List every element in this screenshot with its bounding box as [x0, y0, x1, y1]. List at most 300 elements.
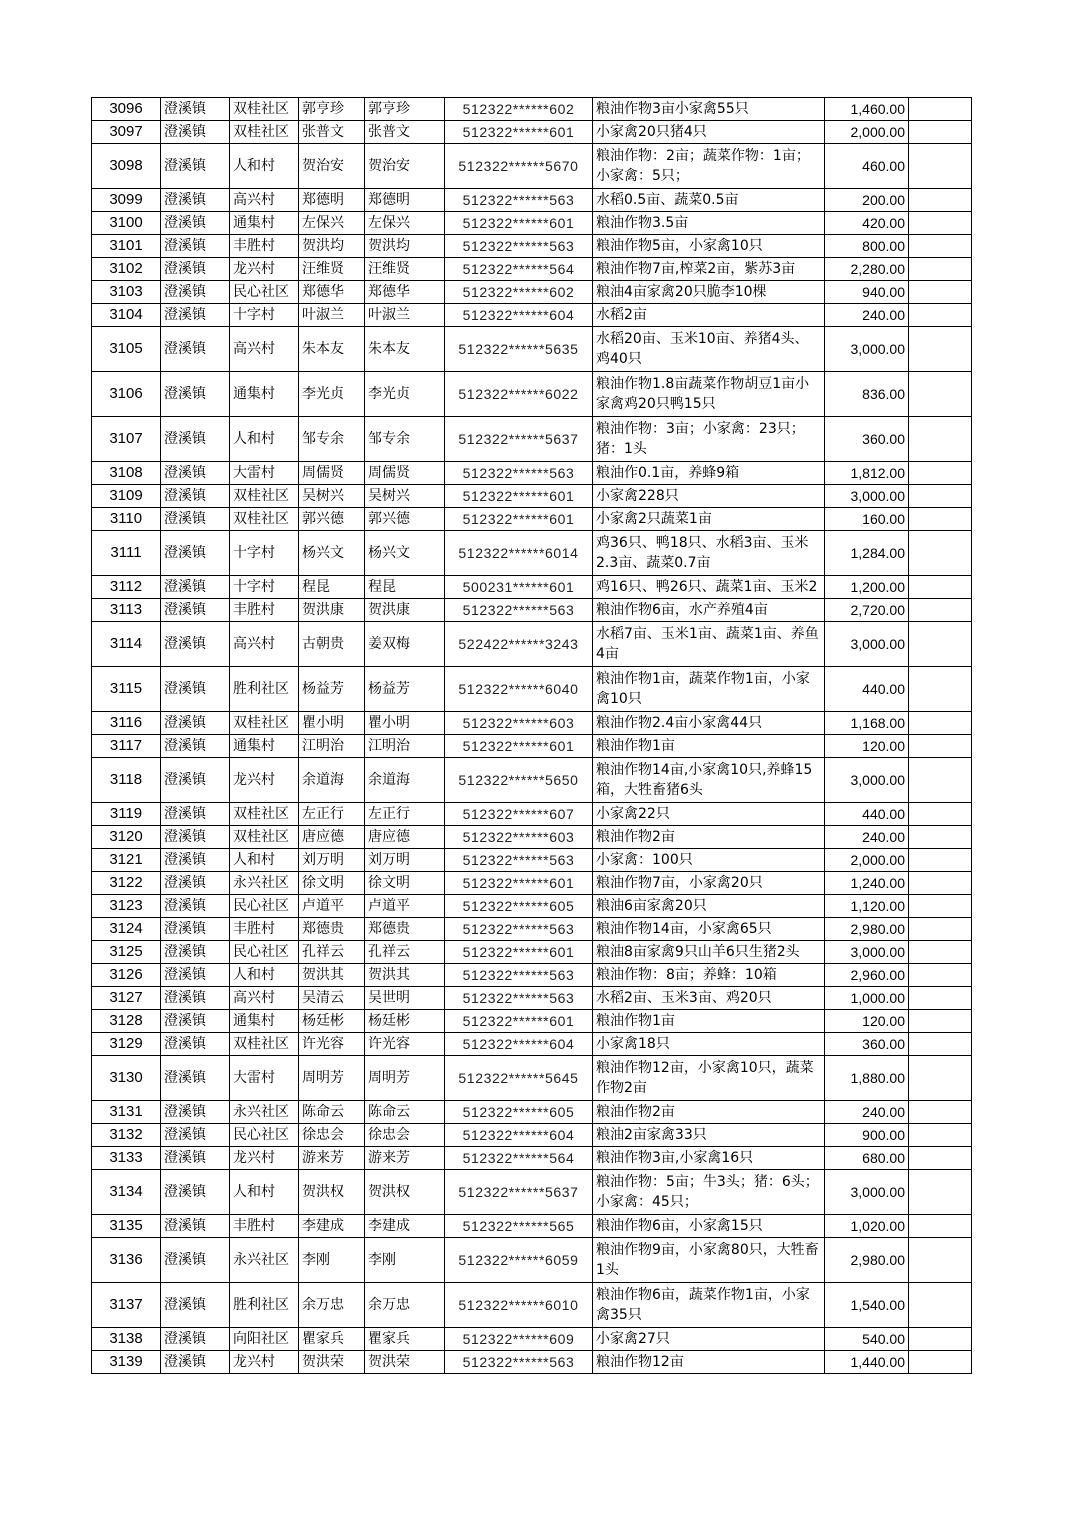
village-cell: 双桂社区: [230, 508, 299, 531]
row-number: 3138: [92, 1328, 161, 1351]
table-row: [92, 758, 972, 803]
town-cell: 澄溪镇: [161, 1170, 230, 1215]
town-cell: 澄溪镇: [161, 1283, 230, 1328]
town-cell: 澄溪镇: [161, 417, 230, 462]
town-cell: 澄溪镇: [161, 599, 230, 622]
id-number-cell: 512322******5645: [445, 1056, 593, 1101]
blank-cell: [909, 144, 972, 189]
description-cell: 小家禽228只: [593, 485, 825, 508]
payee-name-cell: 张普文: [365, 121, 445, 144]
household-name-cell: 瞿家兵: [299, 1328, 365, 1351]
town-cell: 澄溪镇: [161, 1010, 230, 1033]
amount-cell: 680.00: [825, 1147, 909, 1170]
blank-cell: [909, 1101, 972, 1124]
town-cell: 澄溪镇: [161, 987, 230, 1010]
blank-cell: [909, 121, 972, 144]
amount-cell: 3,000.00: [825, 941, 909, 964]
town-cell: 澄溪镇: [161, 144, 230, 189]
payee-name-cell: 刘万明: [365, 849, 445, 872]
description-cell: 粮油8亩家禽9只山羊6只生猪2头: [593, 941, 825, 964]
row-number: 3113: [92, 599, 161, 622]
payee-name-cell: 江明治: [365, 735, 445, 758]
town-cell: 澄溪镇: [161, 1215, 230, 1238]
blank-cell: [909, 872, 972, 895]
table-row: [92, 826, 972, 849]
table-body: [92, 98, 972, 1374]
description-cell: 小家禽：100只: [593, 849, 825, 872]
table-row: [92, 372, 972, 417]
village-cell: 高兴村: [230, 189, 299, 212]
payee-name-cell: 孔祥云: [365, 941, 445, 964]
payee-name-cell: 左保兴: [365, 212, 445, 235]
row-number: 3135: [92, 1215, 161, 1238]
payee-name-cell: 李光贞: [365, 372, 445, 417]
table-row: [92, 735, 972, 758]
blank-cell: [909, 508, 972, 531]
table-row: [92, 1170, 972, 1215]
village-cell: 高兴村: [230, 622, 299, 667]
row-number: 3136: [92, 1238, 161, 1283]
village-cell: 通集村: [230, 372, 299, 417]
blank-cell: [909, 212, 972, 235]
id-number-cell: 512322******565: [445, 1215, 593, 1238]
description-cell: 水稻0.5亩、蔬菜0.5亩: [593, 189, 825, 212]
blank-cell: [909, 189, 972, 212]
table-row: [92, 712, 972, 735]
household-name-cell: 杨兴文: [299, 531, 365, 576]
town-cell: 澄溪镇: [161, 121, 230, 144]
table-row: [92, 144, 972, 189]
id-number-cell: 512322******6010: [445, 1283, 593, 1328]
household-name-cell: 朱本友: [299, 327, 365, 372]
household-name-cell: 贺治安: [299, 144, 365, 189]
household-name-cell: 贺洪荣: [299, 1351, 365, 1374]
id-number-cell: 512322******601: [445, 121, 593, 144]
table-row: [92, 98, 972, 121]
town-cell: 澄溪镇: [161, 485, 230, 508]
village-cell: 永兴社区: [230, 1101, 299, 1124]
row-number: 3116: [92, 712, 161, 735]
town-cell: 澄溪镇: [161, 281, 230, 304]
town-cell: 澄溪镇: [161, 1147, 230, 1170]
description-cell: 粮油作物：2亩；蔬菜作物：1亩；小家禽：5只；: [593, 144, 825, 189]
amount-cell: 240.00: [825, 304, 909, 327]
amount-cell: 200.00: [825, 189, 909, 212]
household-name-cell: 杨益芳: [299, 667, 365, 712]
description-cell: 粮油作物2亩: [593, 1101, 825, 1124]
row-number: 3099: [92, 189, 161, 212]
town-cell: 澄溪镇: [161, 235, 230, 258]
description-cell: 粮油作物1亩: [593, 735, 825, 758]
table-row: [92, 1238, 972, 1283]
description-cell: 粮油2亩家禽33只: [593, 1124, 825, 1147]
amount-cell: 360.00: [825, 1033, 909, 1056]
description-cell: 粮油作物1亩: [593, 1010, 825, 1033]
payee-name-cell: 贺治安: [365, 144, 445, 189]
description-cell: 小家禽22只: [593, 803, 825, 826]
household-name-cell: 郑德贵: [299, 918, 365, 941]
payee-name-cell: 卢道平: [365, 895, 445, 918]
amount-cell: 940.00: [825, 281, 909, 304]
village-cell: 高兴村: [230, 987, 299, 1010]
household-name-cell: 李建成: [299, 1215, 365, 1238]
table-row: [92, 849, 972, 872]
blank-cell: [909, 372, 972, 417]
table-row: [92, 1215, 972, 1238]
row-number: 3121: [92, 849, 161, 872]
table-row: [92, 667, 972, 712]
village-cell: 双桂社区: [230, 485, 299, 508]
row-number: 3125: [92, 941, 161, 964]
blank-cell: [909, 327, 972, 372]
row-number: 3107: [92, 417, 161, 462]
row-number: 3115: [92, 667, 161, 712]
village-cell: 十字村: [230, 576, 299, 599]
row-number: 3105: [92, 327, 161, 372]
description-cell: 粮油作物12亩: [593, 1351, 825, 1374]
village-cell: 丰胜村: [230, 918, 299, 941]
town-cell: 澄溪镇: [161, 735, 230, 758]
blank-cell: [909, 1351, 972, 1374]
payee-name-cell: 吴树兴: [365, 485, 445, 508]
description-cell: 粮油作物14亩,小家禽10只,养蜂15箱，大牲畜猪6头: [593, 758, 825, 803]
description-cell: 粮油作物6亩，水产养殖4亩: [593, 599, 825, 622]
amount-cell: 460.00: [825, 144, 909, 189]
town-cell: 澄溪镇: [161, 1238, 230, 1283]
village-cell: 向阳社区: [230, 1328, 299, 1351]
id-number-cell: 512322******601: [445, 735, 593, 758]
payee-name-cell: 陈命云: [365, 1101, 445, 1124]
household-name-cell: 卢道平: [299, 895, 365, 918]
amount-cell: 1,540.00: [825, 1283, 909, 1328]
household-name-cell: 程昆: [299, 576, 365, 599]
payee-name-cell: 左正行: [365, 803, 445, 826]
village-cell: 胜利社区: [230, 667, 299, 712]
table-row: [92, 622, 972, 667]
town-cell: 澄溪镇: [161, 576, 230, 599]
id-number-cell: 512322******605: [445, 895, 593, 918]
table-row: [92, 212, 972, 235]
payee-name-cell: 许光容: [365, 1033, 445, 1056]
description-cell: 粮油作物9亩，小家禽80只，大牲畜1头: [593, 1238, 825, 1283]
household-name-cell: 贺洪康: [299, 599, 365, 622]
row-number: 3128: [92, 1010, 161, 1033]
row-number: 3124: [92, 918, 161, 941]
village-cell: 人和村: [230, 417, 299, 462]
row-number: 3110: [92, 508, 161, 531]
id-number-cell: 512322******602: [445, 281, 593, 304]
table-row: [92, 1328, 972, 1351]
village-cell: 双桂社区: [230, 826, 299, 849]
town-cell: 澄溪镇: [161, 895, 230, 918]
town-cell: 澄溪镇: [161, 189, 230, 212]
id-number-cell: 512322******601: [445, 1010, 593, 1033]
payee-name-cell: 郑德贵: [365, 918, 445, 941]
description-cell: 粮油作物1.8亩蔬菜作物胡豆1亩小家禽鸡20只鸭15只: [593, 372, 825, 417]
row-number: 3127: [92, 987, 161, 1010]
id-number-cell: 500231******601: [445, 576, 593, 599]
payee-name-cell: 贺洪权: [365, 1170, 445, 1215]
description-cell: 小家禽20只猪4只: [593, 121, 825, 144]
household-name-cell: 古朝贵: [299, 622, 365, 667]
description-cell: 粮油作物6亩，小家禽15只: [593, 1215, 825, 1238]
amount-cell: 1,440.00: [825, 1351, 909, 1374]
amount-cell: 1,240.00: [825, 872, 909, 895]
payee-name-cell: 徐忠会: [365, 1124, 445, 1147]
blank-cell: [909, 964, 972, 987]
village-cell: 人和村: [230, 849, 299, 872]
blank-cell: [909, 1010, 972, 1033]
id-number-cell: 512322******5650: [445, 758, 593, 803]
town-cell: 澄溪镇: [161, 1351, 230, 1374]
blank-cell: [909, 1033, 972, 1056]
id-number-cell: 512322******5637: [445, 417, 593, 462]
village-cell: 通集村: [230, 735, 299, 758]
town-cell: 澄溪镇: [161, 1056, 230, 1101]
table-row: [92, 121, 972, 144]
amount-cell: 360.00: [825, 417, 909, 462]
payee-name-cell: 唐应德: [365, 826, 445, 849]
amount-cell: 3,000.00: [825, 622, 909, 667]
row-number: 3119: [92, 803, 161, 826]
id-number-cell: 512322******601: [445, 872, 593, 895]
household-name-cell: 游来芳: [299, 1147, 365, 1170]
payee-name-cell: 郭兴德: [365, 508, 445, 531]
payee-name-cell: 姜双梅: [365, 622, 445, 667]
row-number: 3129: [92, 1033, 161, 1056]
amount-cell: 836.00: [825, 372, 909, 417]
blank-cell: [909, 826, 972, 849]
id-number-cell: 512322******605: [445, 1101, 593, 1124]
payee-name-cell: 周明芳: [365, 1056, 445, 1101]
payee-name-cell: 杨益芳: [365, 667, 445, 712]
table-row: [92, 462, 972, 485]
village-cell: 民心社区: [230, 1124, 299, 1147]
village-cell: 永兴社区: [230, 1238, 299, 1283]
amount-cell: 2,000.00: [825, 121, 909, 144]
description-cell: 粮油作物：5亩；牛3头；猪：6头；小家禽：45只；: [593, 1170, 825, 1215]
description-cell: 粮油作物12亩，小家禽10只，蔬菜作物2亩: [593, 1056, 825, 1101]
town-cell: 澄溪镇: [161, 1033, 230, 1056]
id-number-cell: 512322******563: [445, 462, 593, 485]
town-cell: 澄溪镇: [161, 964, 230, 987]
payee-name-cell: 余万忠: [365, 1283, 445, 1328]
id-number-cell: 512322******601: [445, 941, 593, 964]
table-row: [92, 895, 972, 918]
amount-cell: 1,460.00: [825, 98, 909, 121]
blank-cell: [909, 1170, 972, 1215]
payee-name-cell: 贺洪均: [365, 235, 445, 258]
id-number-cell: 512322******563: [445, 918, 593, 941]
town-cell: 澄溪镇: [161, 622, 230, 667]
village-cell: 双桂社区: [230, 121, 299, 144]
town-cell: 澄溪镇: [161, 1124, 230, 1147]
amount-cell: 3,000.00: [825, 758, 909, 803]
town-cell: 澄溪镇: [161, 758, 230, 803]
description-cell: 粮油作物2.4亩小家禽44只: [593, 712, 825, 735]
blank-cell: [909, 235, 972, 258]
town-cell: 澄溪镇: [161, 508, 230, 531]
table-row: [92, 599, 972, 622]
blank-cell: [909, 941, 972, 964]
payee-name-cell: 杨廷彬: [365, 1010, 445, 1033]
amount-cell: 240.00: [825, 1101, 909, 1124]
payee-name-cell: 贺洪荣: [365, 1351, 445, 1374]
id-number-cell: 512322******604: [445, 304, 593, 327]
village-cell: 人和村: [230, 1170, 299, 1215]
amount-cell: 2,280.00: [825, 258, 909, 281]
village-cell: 丰胜村: [230, 235, 299, 258]
row-number: 3101: [92, 235, 161, 258]
row-number: 3123: [92, 895, 161, 918]
description-cell: 水稻20亩、玉米10亩、养猪4头、鸡40只: [593, 327, 825, 372]
village-cell: 胜利社区: [230, 1283, 299, 1328]
amount-cell: 1,284.00: [825, 531, 909, 576]
amount-cell: 120.00: [825, 1010, 909, 1033]
village-cell: 大雷村: [230, 462, 299, 485]
household-name-cell: 叶淑兰: [299, 304, 365, 327]
blank-cell: [909, 1238, 972, 1283]
village-cell: 通集村: [230, 1010, 299, 1033]
village-cell: 十字村: [230, 531, 299, 576]
town-cell: 澄溪镇: [161, 304, 230, 327]
description-cell: 小家禽27只: [593, 1328, 825, 1351]
household-name-cell: 杨廷彬: [299, 1010, 365, 1033]
town-cell: 澄溪镇: [161, 849, 230, 872]
payee-name-cell: 郑德华: [365, 281, 445, 304]
row-number: 3109: [92, 485, 161, 508]
payee-name-cell: 汪维贤: [365, 258, 445, 281]
town-cell: 澄溪镇: [161, 98, 230, 121]
table-row: [92, 1033, 972, 1056]
blank-cell: [909, 622, 972, 667]
household-name-cell: 江明治: [299, 735, 365, 758]
description-cell: 鸡16只、鸭26只、蔬菜1亩、玉米2: [593, 576, 825, 599]
household-name-cell: 吴清云: [299, 987, 365, 1010]
household-name-cell: 邹专余: [299, 417, 365, 462]
household-name-cell: 陈命云: [299, 1101, 365, 1124]
town-cell: 澄溪镇: [161, 667, 230, 712]
village-cell: 民心社区: [230, 941, 299, 964]
village-cell: 十字村: [230, 304, 299, 327]
payee-name-cell: 吴世明: [365, 987, 445, 1010]
row-number: 3122: [92, 872, 161, 895]
payee-name-cell: 叶淑兰: [365, 304, 445, 327]
village-cell: 大雷村: [230, 1056, 299, 1101]
id-number-cell: 512322******601: [445, 508, 593, 531]
household-name-cell: 郑德明: [299, 189, 365, 212]
payee-name-cell: 瞿家兵: [365, 1328, 445, 1351]
household-name-cell: 左正行: [299, 803, 365, 826]
row-number: 3118: [92, 758, 161, 803]
id-number-cell: 512322******6059: [445, 1238, 593, 1283]
payee-name-cell: 郑德明: [365, 189, 445, 212]
amount-cell: 1,000.00: [825, 987, 909, 1010]
blank-cell: [909, 1215, 972, 1238]
description-cell: 粮油作物14亩，小家禽65只: [593, 918, 825, 941]
blank-cell: [909, 485, 972, 508]
household-name-cell: 许光容: [299, 1033, 365, 1056]
village-cell: 丰胜村: [230, 1215, 299, 1238]
village-cell: 龙兴村: [230, 1147, 299, 1170]
household-name-cell: 李刚: [299, 1238, 365, 1283]
id-number-cell: 512322******563: [445, 964, 593, 987]
amount-cell: 3,000.00: [825, 1170, 909, 1215]
village-cell: 民心社区: [230, 281, 299, 304]
household-name-cell: 贺洪均: [299, 235, 365, 258]
table-row: [92, 417, 972, 462]
town-cell: 澄溪镇: [161, 872, 230, 895]
description-cell: 粮油作物：8亩；养蜂：10箱: [593, 964, 825, 987]
village-cell: 高兴村: [230, 327, 299, 372]
row-number: 3139: [92, 1351, 161, 1374]
row-number: 3104: [92, 304, 161, 327]
row-number: 3114: [92, 622, 161, 667]
blank-cell: [909, 1056, 972, 1101]
table-row: [92, 485, 972, 508]
amount-cell: 120.00: [825, 735, 909, 758]
id-number-cell: 512322******5635: [445, 327, 593, 372]
table-row: [92, 1283, 972, 1328]
id-number-cell: 512322******603: [445, 712, 593, 735]
id-number-cell: 512322******5670: [445, 144, 593, 189]
amount-cell: 1,020.00: [825, 1215, 909, 1238]
household-name-cell: 汪维贤: [299, 258, 365, 281]
id-number-cell: 512322******6040: [445, 667, 593, 712]
household-name-cell: 贺洪其: [299, 964, 365, 987]
blank-cell: [909, 987, 972, 1010]
description-cell: 粮油作物3亩小家禽55只: [593, 98, 825, 121]
amount-cell: 540.00: [825, 1328, 909, 1351]
blank-cell: [909, 576, 972, 599]
household-name-cell: 余万忠: [299, 1283, 365, 1328]
blank-cell: [909, 599, 972, 622]
description-cell: 水稻2亩、玉米3亩、鸡20只: [593, 987, 825, 1010]
household-name-cell: 刘万明: [299, 849, 365, 872]
table-row: [92, 576, 972, 599]
row-number: 3134: [92, 1170, 161, 1215]
blank-cell: [909, 758, 972, 803]
id-number-cell: 512322******6014: [445, 531, 593, 576]
amount-cell: 2,960.00: [825, 964, 909, 987]
household-name-cell: 徐文明: [299, 872, 365, 895]
id-number-cell: 522422******3243: [445, 622, 593, 667]
table-row: [92, 1351, 972, 1374]
blank-cell: [909, 98, 972, 121]
blank-cell: [909, 281, 972, 304]
table-row: [92, 941, 972, 964]
id-number-cell: 512322******603: [445, 826, 593, 849]
payee-name-cell: 游来芳: [365, 1147, 445, 1170]
village-cell: 人和村: [230, 964, 299, 987]
payee-name-cell: 杨兴文: [365, 531, 445, 576]
household-name-cell: 瞿小明: [299, 712, 365, 735]
amount-cell: 440.00: [825, 667, 909, 712]
id-number-cell: 512322******563: [445, 189, 593, 212]
village-cell: 龙兴村: [230, 258, 299, 281]
id-number-cell: 512322******6022: [445, 372, 593, 417]
description-cell: 粮油4亩家禽20只脆李10棵: [593, 281, 825, 304]
amount-cell: 1,880.00: [825, 1056, 909, 1101]
town-cell: 澄溪镇: [161, 462, 230, 485]
amount-cell: 160.00: [825, 508, 909, 531]
town-cell: 澄溪镇: [161, 372, 230, 417]
village-cell: 龙兴村: [230, 758, 299, 803]
description-cell: 水稻7亩、玉米1亩、蔬菜1亩、养鱼4亩: [593, 622, 825, 667]
payee-name-cell: 李建成: [365, 1215, 445, 1238]
blank-cell: [909, 803, 972, 826]
id-number-cell: 512322******601: [445, 485, 593, 508]
